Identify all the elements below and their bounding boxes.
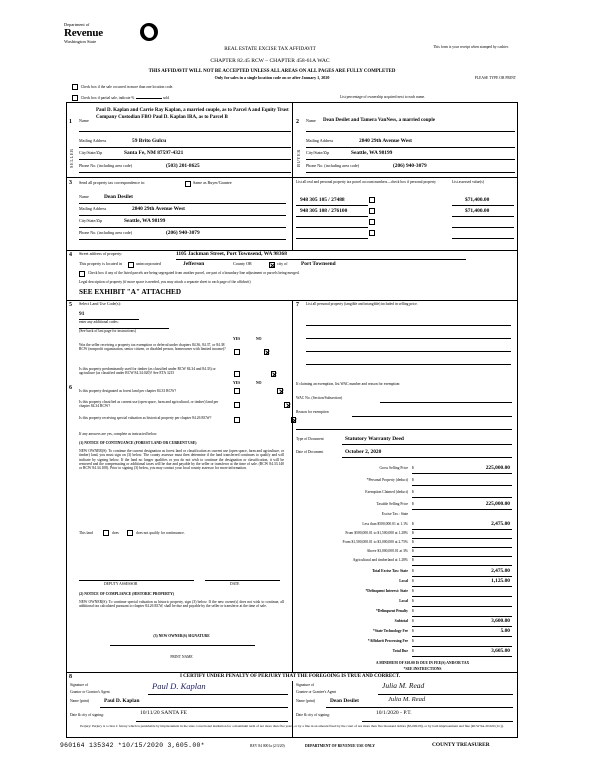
section-3-number: 3: [69, 180, 72, 186]
gross-price-value[interactable]: 225,000.00: [485, 465, 510, 471]
seller-csz-underline: [79, 159, 291, 160]
treasurer-stamp: 960164 135342 *10/15/2020 3,605.00*: [60, 742, 205, 749]
grantor-signature-label1: Signature of: [70, 683, 89, 687]
dor-logo-icon: [140, 23, 158, 41]
subtotal-label: Subtotal: [394, 619, 408, 623]
delinquent-penalty-dollar: $: [412, 609, 414, 613]
county-treasurer-label: COUNTY TREASURER: [432, 742, 490, 748]
section-1-number: 1: [69, 119, 72, 125]
q1-no-checkbox[interactable]: [264, 349, 270, 355]
section-4-number: 4: [69, 252, 72, 258]
seller-name-label: Name: [79, 118, 89, 123]
parcel-line-0: [296, 205, 368, 206]
buyer-phone-label: Phone No. (including area code): [306, 163, 360, 168]
if-yes-note: If any answers are yes, complete as instructed below.: [79, 432, 158, 436]
section-2-number: 2: [296, 119, 299, 125]
state-rate-dollar-2: $: [412, 540, 414, 544]
department-use-only: DEPARTMENT OF REVENUE USE ONLY: [305, 744, 375, 748]
buyer-name-label: Name: [306, 118, 316, 123]
grantee-name-print-line: [326, 707, 513, 708]
check-partial-sale-label: Check box if partial sale, indicate %: [80, 96, 135, 100]
state-rate-line-2: [412, 547, 512, 548]
personal-property-deduct-dollar: $: [412, 478, 414, 482]
seller-mailing-value[interactable]: 59 Brito Gulcu: [132, 138, 167, 144]
document-date-value[interactable]: October 2, 2020: [345, 449, 382, 455]
affidavit-processing-fee-label: *Affidavit Processing Fee: [367, 639, 408, 643]
seller-phone-value[interactable]: (503) 201-8625: [166, 163, 200, 169]
grantor-date-city-value[interactable]: 10/11/20 SANTA FE: [140, 710, 187, 716]
section3-top-line: [66, 177, 518, 178]
grantee-name-signature[interactable]: Julia M. Read: [388, 696, 426, 703]
taxpayer-phone-value[interactable]: (206) 940-3079: [166, 230, 200, 236]
gross-price-label: Gross Selling Price: [379, 466, 408, 470]
buyer-name-underline: [306, 131, 515, 132]
parcel-value-line-3: [452, 238, 514, 239]
q2-no-checkbox[interactable]: [271, 371, 277, 377]
parcel-value-line-2: [452, 227, 514, 228]
buyer-csz-value[interactable]: Seattle, WA 98199: [351, 150, 393, 156]
same-as-buyer-checkbox[interactable]: [185, 181, 191, 187]
grantor-signature-label2: Grantor or Grantor's Agent: [70, 690, 110, 694]
delinquent-penalty-label: *Delinquent Penalty: [375, 609, 408, 613]
grantor-date-city-label: Date & city of signing:: [70, 713, 105, 717]
gross-price-dollar: $: [412, 466, 414, 470]
total-state-value[interactable]: 2,475.00: [491, 568, 510, 574]
does-qualify-checkbox[interactable]: [103, 530, 109, 536]
subtotal-dollar: $: [412, 619, 414, 623]
parcel-personal-checkbox-1[interactable]: [369, 208, 375, 214]
affidavit-processing-fee-line: [412, 646, 512, 647]
section12-divider: [292, 102, 293, 250]
seller-mailing-label: Mailing Address: [79, 138, 107, 143]
wac-number-label: WAC No. (Section/Subsection): [296, 396, 343, 400]
seller-vertical-label: SELLER: [69, 148, 74, 168]
parcel-number-0[interactable]: 948 305 105 / 27488: [300, 197, 345, 203]
seller-csz-value[interactable]: Santa Fe, NM 87597-4321: [124, 150, 184, 156]
additional-codes-label: enter any additional codes:: [79, 320, 119, 324]
parcel-line-3: [296, 238, 368, 239]
land-use-code-label: Select Land Use Code(s):: [79, 301, 121, 306]
form-subtitle: CHAPTER 82.45 RCW – CHAPTER 458-61A WAC: [210, 58, 330, 64]
state-tech-fee-line: [412, 636, 512, 637]
unincorporated-label: unincorporated: [136, 261, 161, 266]
parcel-personal-checkbox-0[interactable]: [369, 197, 375, 203]
buyer-phone-value[interactable]: (206) 940-3079: [393, 163, 427, 169]
q5-yes-checkbox[interactable]: [234, 417, 240, 423]
certify-statement: I CERTIFY UNDER PENALTY OF PERJURY THAT THE FOREGOING IS TRUE AND CORRECT.: [179, 674, 400, 679]
parcel-line-2: [296, 227, 368, 228]
section8-divider: [292, 681, 293, 738]
state-rate-label-1: From $500,000.01 to $1,500,000 at 1.28%: [345, 531, 408, 535]
delinquent-interest-local-label: Local: [399, 599, 408, 603]
delinquent-interest-state-line: [412, 596, 512, 597]
segregation-checkbox[interactable]: [79, 271, 85, 277]
reason-exemption-input[interactable]: [352, 416, 512, 417]
section57-divider: [292, 300, 293, 672]
wac-number-input[interactable]: [380, 402, 512, 403]
q4-no-checkbox[interactable]: [284, 402, 290, 408]
street-address-underline: [176, 259, 466, 260]
taxpayer-name-underline: [79, 203, 286, 204]
exemption-claimed-line: [412, 497, 512, 498]
grantee-signature-label1: Signature of: [296, 683, 315, 687]
taxpayer-csz-label: City/State/Zip: [79, 218, 103, 223]
grantee-date-city-label: Date & city of signing:: [296, 713, 331, 717]
seller-phone-underline: [79, 172, 291, 173]
delinquent-interest-state-dollar: $: [412, 589, 414, 593]
legal-description-value[interactable]: SEE EXHIBIT "A" ATTACHED: [79, 288, 182, 296]
state-rate-dollar-1: $: [412, 531, 414, 535]
personal-property-line3[interactable]: [306, 351, 511, 352]
buyer-name-value[interactable]: Dean Desilet and Tamera VanNess, a married couple: [323, 118, 435, 123]
located-in-label: This property is located in: [79, 261, 122, 266]
partial-sale-percent-input[interactable]: [136, 98, 162, 99]
seller-mailing-underline: [79, 147, 291, 148]
delinquent-interest-state-label: *Delinquent Interest: State: [365, 589, 408, 593]
state-rate-value-0[interactable]: 2,475.00: [491, 521, 510, 527]
total-due-value[interactable]: 3,605.00: [491, 648, 510, 654]
form-note: Only for sales in a single location code on or after January 1, 2020: [214, 75, 330, 80]
no-header-2: NO: [256, 381, 262, 385]
q4-yes-checkbox[interactable]: [234, 402, 240, 408]
section4-top-line: [66, 250, 518, 251]
grantee-name-print-label: Name (print): [296, 699, 316, 703]
taxpayer-name-value[interactable]: Dean Desilet: [104, 194, 133, 200]
taxable-price-label: Taxable Selling Price: [376, 502, 408, 506]
check-multi-location-box[interactable]: [72, 84, 78, 90]
section-8-number: 8: [69, 674, 72, 680]
deputy-date-line: [205, 580, 280, 581]
total-state-dollar: $: [412, 569, 414, 573]
exemption-claimed-dollar: $: [412, 490, 414, 494]
buyer-phone-underline: [306, 172, 515, 173]
personal-property-label: List all personal property (tangible and intangible) included in selling price.: [306, 302, 418, 306]
grantor-signature-line: [148, 694, 288, 695]
grantee-signature[interactable]: Julia M. Read: [382, 681, 425, 690]
reason-exemption-input2[interactable]: [296, 429, 512, 430]
document-type-label: Type of Document: [296, 437, 324, 441]
q1-yes-checkbox[interactable]: [234, 349, 240, 355]
segregation-note: Check box if any of the listed parcels are being segregated from another parcel, are part of a boundary line adjustment or parcels being merged.: [88, 271, 300, 275]
state-rate-label-3: Above $3,000,000.01 at 3%: [366, 549, 408, 553]
deputy-assessor-line: [79, 580, 194, 581]
taxpayer-mailing-underline: [79, 215, 286, 216]
total-local-label: Local: [399, 579, 408, 583]
deputy-assessor-label: DEPUTY ASSESSOR: [104, 582, 138, 586]
exemption-claim-label: If claiming an exemption, list WAC number and reason for exemption:: [296, 382, 401, 386]
state-rate-line-0: [412, 529, 512, 530]
state-tech-fee-value[interactable]: 5.00: [500, 628, 510, 634]
street-address-label: Street address of property:: [79, 251, 123, 256]
grantor-name-print-value[interactable]: Paul D. Kaplan: [104, 698, 140, 704]
section-5-number: 5: [69, 302, 72, 308]
rev-form-number: REV 84 0001a (2/3/20): [250, 744, 285, 748]
total-local-dollar: $: [412, 579, 414, 583]
seller-csz-label: City/State/Zip: [79, 150, 103, 155]
buyer-mailing-label: Mailing Address: [306, 138, 334, 143]
grantee-date-city-line: [362, 721, 513, 722]
buyer-vertical-label: BUYER: [296, 149, 301, 167]
section-7-number: 7: [296, 302, 299, 308]
buyer-csz-underline: [306, 159, 515, 160]
taxpayer-csz-underline: [79, 227, 286, 228]
county-value[interactable]: Jefferson: [183, 261, 205, 267]
parcel-value-0[interactable]: $71,400.00: [465, 197, 490, 203]
parcel-personal-checkbox-2[interactable]: [369, 219, 375, 225]
state-rate-line-4: [412, 565, 512, 566]
city-of-checkbox[interactable]: [269, 262, 275, 268]
state-tech-fee-label: *State Technology Fee: [372, 629, 408, 633]
form-warning: THIS AFFIDAVIT WILL NOT BE ACCEPTED UNLESS ALL AREAS ON ALL PAGES ARE FULLY COMPLETED: [148, 69, 396, 74]
buyer-csz-label: City/State/Zip: [306, 150, 330, 155]
delinquent-penalty-line: [412, 616, 512, 617]
taxpayer-mailing-value[interactable]: 2840 29th Avenue West: [132, 206, 185, 212]
receipt-note: This form is your receipt when stamped by cashier.: [433, 45, 509, 49]
section8-top-line: [66, 672, 518, 673]
affidavit-processing-fee-dollar: $: [412, 639, 414, 643]
gross-price-line: [412, 473, 512, 474]
city-of-label: city of: [277, 261, 288, 266]
new-owner-signature-line[interactable]: [110, 645, 255, 646]
yes-header-1: YES: [233, 337, 241, 341]
excise-tax-state-label: Excise Tax : State: [381, 512, 409, 516]
total-state-label: Total Excise Tax: State: [372, 569, 408, 573]
seller-name-underline: [79, 131, 291, 132]
parcel-value-line-1: [452, 216, 514, 217]
grantor-signature[interactable]: Paul D. Kaplan: [152, 681, 206, 691]
question-current-use: Is this property classified as current use (open space, farm and agricultural, or timber) land per chapter 84.34 RCW?: [79, 400, 219, 409]
total-state-line: [412, 576, 512, 577]
personal-property-line1[interactable]: [306, 325, 511, 326]
street-address-value[interactable]: 1105 Jackman Street, Port Townsend, WA 98368: [176, 251, 287, 257]
document-type-value[interactable]: Statutory Warranty Deed: [345, 436, 404, 442]
grantee-name-print-value[interactable]: Dean Desilet: [330, 698, 359, 704]
same-as-buyer-label: Same as Buyer/Grantee: [193, 180, 232, 185]
question-forest-land: Is this property designated as forest land per chapter 84.33 RCW?: [79, 389, 177, 393]
parcel-list-header: List all real and personal property tax parcel account numbers—check box if personal property: [296, 180, 436, 184]
parcel-value-1[interactable]: $71,400.00: [465, 208, 490, 214]
exemption-claimed-label: Exemption Claimed (deduct): [365, 490, 408, 494]
taxpayer-name-label: Name: [79, 194, 89, 199]
taxable-price-line: [412, 509, 512, 510]
logo-revenue-label: Revenue: [64, 27, 103, 39]
notice-compliance-body: NEW OWNER(S): To continue special valuation as historic property, sign (3) below. If the new owner(s) does not wish to continue, all additional tax calculated pursuant to chapter 84.26 RCW, shall be due and payable by the seller or transferor at the time of sale.: [79, 600, 284, 609]
minimum-due-note: A MINIMUM OF $10.00 IS DUE IN FEE(S) AND/OR TAX: [375, 661, 470, 665]
state-rate-line-3: [412, 556, 512, 557]
question-historic: Is this property receiving special valuation as historical property per chapter 84.26 RCW?: [79, 416, 212, 420]
print-note: PLEASE TYPE OR PRINT: [474, 76, 516, 80]
section3-instruction: Send all property tax correspondence to:: [79, 180, 146, 185]
subtotal-value[interactable]: 3,600.00: [491, 618, 510, 624]
parcel-line-1: [296, 216, 368, 217]
total-local-line: [412, 586, 512, 587]
does-label: does: [112, 531, 119, 535]
grantee-signature-line: [378, 694, 513, 695]
document-date-label: Date of Document: [296, 450, 324, 454]
grantee-date-city-value[interactable]: 10/1/2020 - P.T.: [376, 710, 412, 716]
buyer-mailing-value[interactable]: 2840 29th Avenue West: [359, 138, 412, 144]
state-rate-dollar-3: $: [412, 549, 414, 553]
county-or-label: County OR: [233, 261, 252, 266]
section-6-number: 6: [69, 385, 72, 391]
deputy-date-label: DATE: [230, 582, 240, 586]
total-due-line: [412, 656, 512, 657]
check-partial-sale-row[interactable]: [72, 95, 302, 101]
buyer-mailing-underline: [306, 147, 515, 148]
city-value[interactable]: Port Townsend: [301, 261, 336, 267]
taxable-price-dollar: $: [412, 502, 414, 506]
taxable-price-value[interactable]: 225,000.00: [485, 501, 510, 507]
notice-compliance-title: (2) NOTICE OF COMPLIANCE (HISTORIC PROPERTY): [79, 592, 175, 596]
legal-description-note: Legal description of property (if more space is needed, you may attach a separate sheet to each page of the affidavit): [79, 280, 251, 284]
taxpayer-csz-value[interactable]: Seattle, WA 98199: [124, 218, 166, 224]
document-type-line: [342, 444, 512, 445]
question-tax-exemption: Was the seller receiving a property tax exemption or deferral under chapters 84.36, 84.37, or 84.38 RCW (nonprofit organization, senior citizen, or disabled person, homeowner with limited income)?: [79, 343, 226, 352]
personal-property-line4[interactable]: [306, 364, 511, 365]
reason-exemption-label: Reason for exemption: [296, 410, 329, 414]
print-name-label: PRINT NAME: [170, 655, 193, 659]
subtotal-line: [412, 626, 512, 627]
q2-yes-checkbox[interactable]: [234, 371, 240, 377]
q3-no-checkbox[interactable]: [277, 388, 283, 394]
grantor-name-print-line: [100, 707, 288, 708]
land-use-instructions: (See back of last page for instructions): [79, 329, 136, 333]
total-due-label: Total Due: [392, 649, 408, 653]
q5-no-checkbox[interactable]: [291, 417, 297, 423]
state-rate-label-4: Agricultural and timberland at 1.28%: [352, 558, 408, 562]
assessed-value-header: List assessed value(s): [452, 180, 484, 184]
total-local-value[interactable]: 1,125.00: [491, 578, 510, 584]
check-multi-location-label: Check box if the sale occurred in more than one location code.: [80, 84, 174, 89]
taxpayer-phone-label: Phone No. (including area code): [79, 230, 133, 235]
logo-state-label: Washington State: [64, 39, 97, 44]
seller-phone-label: Phone No. (including area code): [79, 163, 133, 168]
state-rate-line-1: [412, 538, 512, 539]
delinquent-interest-local-line: [412, 606, 512, 607]
form-title: REAL ESTATE EXCISE TAX AFFIDAVIT: [224, 46, 316, 52]
notice-continuance-title: (1) NOTICE OF CONTINUANCE (FOREST LAND OR CURRENT USE): [79, 441, 197, 445]
personal-property-deduct-line: [412, 485, 512, 486]
parcel-number-1[interactable]: 948 305 108 / 276100: [300, 208, 348, 214]
q3-yes-checkbox[interactable]: [234, 388, 240, 394]
does-not-qualify-checkbox[interactable]: [127, 530, 133, 536]
parcel-personal-checkbox-3[interactable]: [369, 230, 375, 236]
perjury-note: Perjury: Perjury is a class C felony which is punishable by imprisonment in the state correctional institution for a maximum term of not more than five years, or by a fine in an amount fixed by the court of not more than five thousand dollars ($5,000.00), or by both imprisonment and fine (RCW 9A.20.020 (1C)).: [80, 724, 504, 728]
yes-header-2: YES: [233, 381, 241, 385]
taxpayer-phone-underline: [79, 239, 286, 240]
unincorporated-checkbox[interactable]: [128, 262, 134, 268]
ownership-note: List percentage of ownership acquired next to each name.: [340, 95, 426, 99]
grantor-date-city-line: [136, 721, 288, 722]
question-timber-ag: Is this property predominantly used for timber (as classified under RCW 84.34 and 84.33) or agriculture (as classified under RCW 84.34.020)? See ETA 3215: [79, 367, 216, 376]
seller-name-value[interactable]: Paul D. Kaplan and Carrie Ray Kaplan, a married couple, as to Parcel A and Equity Trust Company Custodian FBO Paul D. Kaplan IRA, as to Parcel B: [96, 108, 289, 120]
delinquent-interest-local-dollar: $: [412, 599, 414, 603]
state-rate-dollar-0: $: [412, 522, 414, 526]
land-use-code-value[interactable]: 91: [79, 311, 85, 317]
taxpayer-mailing-label: Mailing Address: [79, 206, 107, 211]
document-date-line: [342, 457, 512, 458]
new-owner-signature-label: (3) NEW OWNER(S) SIGNATURE: [153, 634, 210, 638]
no-header-1: NO: [256, 337, 262, 341]
check-multi-location-row[interactable]: [72, 84, 302, 90]
personal-property-deduct-label: *Personal Property (deduct): [366, 478, 408, 482]
state-tech-fee-dollar: $: [412, 629, 414, 633]
notice-continuance-body: NEW OWNER(S): To continue the current designation as forest land or classification as current use (open space, farm and agriculture, or timber) land, you must sign on (3) below. The county assessor must then determine if the land transferred continues to qualify and will indicate by signing below. If the land no longer qualifies or you do not wish to continue the designation or classification, it will be removed and the compensating or additional taxes will be due and payable by the seller or transferor at the time of sale. (RCW 84.33.140 or RCW 84.34.108). Prior to signing (3) below, you may contact your local county assessor for more information.: [79, 449, 284, 470]
check-partial-sale-box[interactable]: [72, 95, 78, 101]
grantee-signature-label2: Grantee or Grantee's Agent: [296, 690, 337, 694]
state-rate-label-2: From $1,500,000.01 to $3,000,000 at 2.75%: [342, 540, 408, 544]
state-rate-dollar-4: $: [412, 558, 414, 562]
does-not-label: does not qualify for continuance.: [136, 531, 185, 535]
sold-label: sold: [162, 96, 170, 100]
see-instructions-note: *SEE INSTRUCTIONS: [403, 667, 442, 671]
personal-property-line2[interactable]: [306, 338, 511, 339]
parcel-value-line-0: [452, 205, 514, 206]
grantor-name-print-label: Name (print): [70, 699, 90, 703]
state-rate-label-0: Less than $500,000.01 at 1.1%: [362, 522, 408, 526]
this-land-label: This land: [79, 531, 93, 535]
total-due-dollar: $: [412, 649, 414, 653]
logo-department-label: Department of: [64, 22, 90, 27]
